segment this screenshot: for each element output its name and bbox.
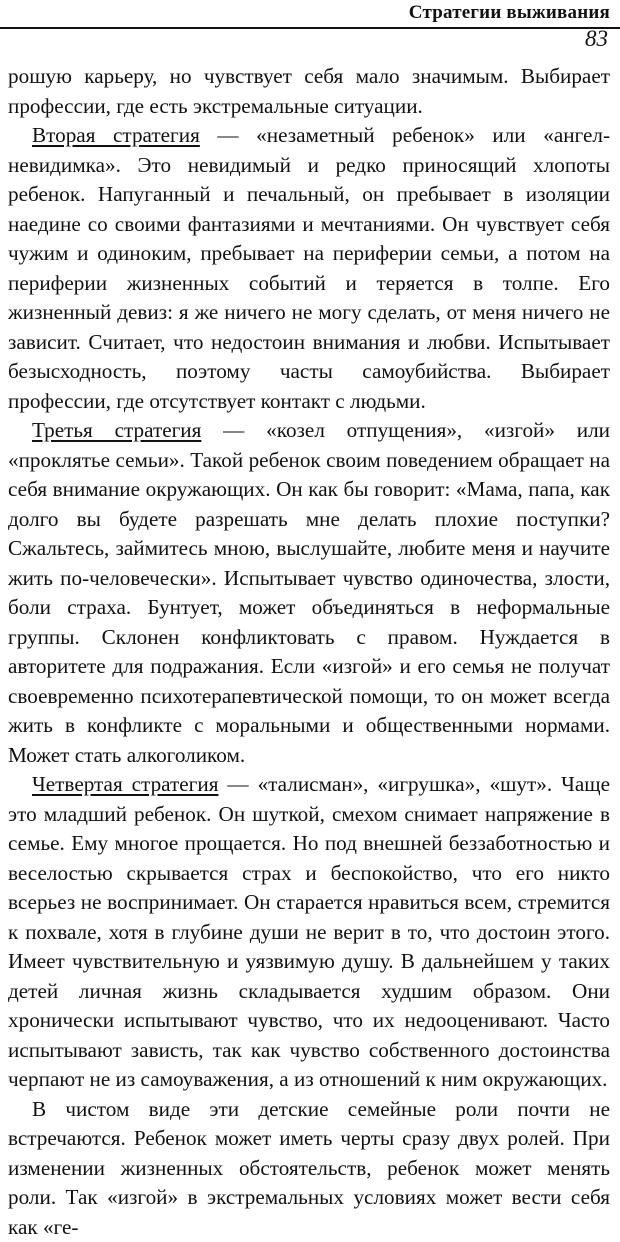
paragraph-strategy-2 (8, 121, 610, 416)
running-title: Стратегии выживания (409, 2, 610, 24)
page-body (8, 62, 610, 1242)
paragraph-strategy-4 (8, 770, 610, 1095)
strategy-term: Четвертая стратегия (32, 772, 218, 796)
paragraph-text: рошую карьеру, но чувствует себя мало значимым. Выбирает профессии, где есть экстремальные ситуации. (8, 64, 610, 118)
paragraph-text: — «талисман», «игрушка», «шут». Чаще это младший ребенок. Он шуткой, смехом снимает напряжение в семье. Ему многое прощается. Но под внешней беззаботностью и веселостью скрывается страх и беспокойство, что его никто всерьез не воспринимает. Он старается нравиться всем, стремится к похвале, хотя в глубине души не верит в то, что достоин этого. Имеет чувствительную и уязвимую душу. В дальнейшем у таких детей личная жизнь складывается худшим образом. Они хронически испытывают чувство, что их недооценивают. Часто испытывают зависть, так как чувство собственного достоинства черпают не из самоуважения, а из отношений к ним окружающих. (8, 772, 610, 1091)
paragraph-text: — «козел отпущения», «изгой» или «проклятье семьи». Такой ребенок своим поведением обращает на себя внимание окружающих. Он как бы говорит: «Мама, папа, как долго вы будете разрешать мне делать плохие поступки? Сжальтесь, займитесь мною, выслушайте, любите меня и научите жить по-человечески». Испытывает чувство одиночества, злости, боли страха. Бунтует, может объединяться в неформальные группы. Склонен конфликтовать с правом. Нуждается в авторитете для подражания. Если «изгой» и его семья не получат своевременно психотерапевтической помощи, то он может всегда жить в конфликте с моральными и общественными нормами. Может стать алкоголиком. (8, 418, 610, 767)
strategy-term: Третья стратегия (32, 418, 201, 442)
strategy-term: Вторая стратегия (32, 123, 200, 147)
page-number: 83 (585, 26, 608, 52)
paragraph-continuation (8, 62, 610, 121)
paragraph-text: В чистом виде эти детские семейные роли почти не встречаются. Ребенок может иметь черты сразу двух ролей. При изменении жизненных обстоятельств, ребенок может менять роли. Так «изгой» в экстремальных условиях может вести себя как «ге- (8, 1097, 610, 1239)
paragraph-text: — «незаметный ребенок» или «ангел-невидимка». Это невидимый и редко приносящий хлопоты ребенок. Напуганный и печальный, он пребывает в изоляции наедине со своими фантазиями и мечтаниями. Он чувствует себя чужим и одиноким, пребывает на периферии семьи, а потом на периферии жизненных событий и теряется в толпе. Его жизненный девиз: я же ничего не могу сделать, от меня ничего не зависит. Считает, что недостоин внимания и любви. Испытывает безысходность, поэтому часты самоубийства. Выбирает профессии, где отсутствует контакт с людьми. (8, 123, 610, 413)
paragraph-strategy-3 (8, 416, 610, 770)
paragraph-conclusion (8, 1095, 610, 1242)
page-header (0, 0, 620, 60)
header-rule (0, 27, 620, 29)
